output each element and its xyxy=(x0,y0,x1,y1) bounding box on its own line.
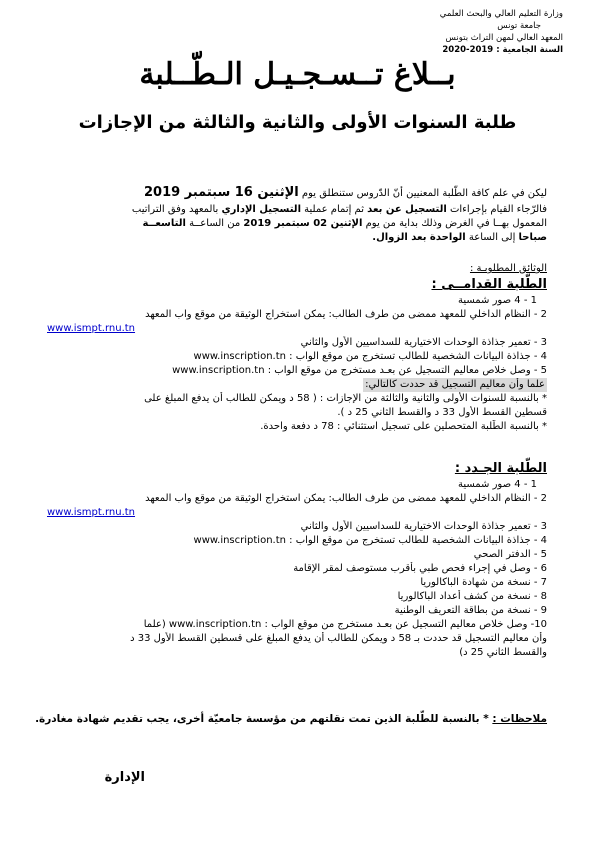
notes-section xyxy=(35,712,547,727)
new-item-6: 6 - وصل في إجراء فحص طبي بأقرب مستوصف لمقر الإقامة xyxy=(293,563,547,574)
old-institute-website-link[interactable]: www.ismpt.rnu.tn xyxy=(47,323,136,334)
new-students-title xyxy=(47,460,547,478)
intro-line3-c: من الساعــة xyxy=(185,218,244,229)
administration-signature: الإدارة xyxy=(104,770,145,785)
announcement-subtitle: طلبة السنوات الأولى والثانية والثالثة من الإجازات xyxy=(78,112,517,133)
new-institute-website-link[interactable]: www.ismpt.rnu.tn xyxy=(47,507,136,518)
new-item-4: 4 - جذاذة البيانات الشخصية للطالب تستخرج من موقع الواب : www.inscription.tn xyxy=(193,535,547,546)
notes-label: ملاحظات : xyxy=(492,713,547,725)
new-item-5: 5 - الدفتر الصحي xyxy=(473,549,547,560)
intro-line1-text: ليكن في علم كافة الطّلبة المعنيين أنّ الدّروس ستنطلق يوم xyxy=(298,188,547,199)
remote-registration-term: التسجيل عن بعد xyxy=(367,204,447,215)
fees-heading: علما وأن معاليم التسجيل قد حددت كالتالي: xyxy=(365,379,545,390)
end-hour: الواحدة بعد الزوال. xyxy=(372,232,466,243)
intro-line2-a: فالرّجاء القيام بإجراءات xyxy=(446,204,547,215)
announcement-title: بــلاغ تــسـجـيـل الـطّــلبة xyxy=(139,57,456,92)
new-students-section xyxy=(47,460,547,660)
registration-start-date: الإثنين 02 سبتمبر 2019 xyxy=(243,218,363,229)
start-hour: التاسعــة xyxy=(142,218,186,229)
new-item-10: 10- وصل خلاص معاليم التسجيل عن بعـد مستخرج من موقع الواب : www.inscription.tn (علما xyxy=(143,619,547,630)
new-item-8: 8 - نسخة من كشف أعداد الباكالوريا xyxy=(397,591,547,602)
new-item-7: 7 - نسخة من شهادة الباكالوريا xyxy=(420,577,547,588)
notes-text: * بالنسبة للطّلبة الذين تمت نقلتهم من مؤسسة جامعيّة أخرى، يجب تقديم شهادة مغادرة. xyxy=(35,713,489,725)
ministry-name: وزارة التعليم العالي والبحث العلمي xyxy=(439,9,563,19)
old-students-section xyxy=(47,276,547,434)
intro-line3-a: المعمول بهــا في الغرض وذلك بداية من يوم xyxy=(362,218,547,229)
old-item-5: 5 - وصل خلاص معاليم التسجيل عن بعـد مستخرج من موقع الواب : www.inscription.tn xyxy=(172,365,547,376)
institute-name: المعهد العالي لمهن التراث بتونس xyxy=(445,33,563,43)
new-item-9: 9 - نسخة من بطاقة التعريف الوطنية xyxy=(394,605,547,616)
fees-installments: قسطين القسط الأول 33 د والقسط الثاني 25 د ). xyxy=(337,407,547,418)
intro-paragraph xyxy=(47,184,547,245)
old-item-1: 1 - 4 صور شمسية xyxy=(457,295,537,306)
academic-year: السنة الجامعية : 2019-2020 xyxy=(442,45,563,55)
intro-line2-e: بالمعهد وفق التراتيب xyxy=(131,204,222,215)
required-documents-label: الوثائق المطلوبـة : xyxy=(469,263,547,274)
start-date: الإثنين 16 سبتمبر 2019 xyxy=(144,185,299,200)
institution-header xyxy=(343,8,563,56)
old-students-title-text: الطّلبة القدامــى : xyxy=(431,277,547,292)
old-item-2: 2 - النظام الداخلي للمعهد ممضى من طرف الطالب: يمكن استخراج الوثيقة من موقع واب المعهد xyxy=(145,309,547,320)
new-item-10-end: والقسط الثاني 25 د) xyxy=(459,647,547,658)
fees-exceptional: * بالنسبة الطّلبة المتحصلين على تسجيل استثنائي : 78 د دفعة واحدة. xyxy=(260,421,547,432)
intro-line4-b: إلى الساعة xyxy=(465,232,519,243)
old-item-4: 4 - جذاذة البيانات الشخصية للطالب تستخرج من موقع الواب : www.inscription.tn xyxy=(193,351,547,362)
new-item-3: 3 - تعمير جذاذة الوحدات الاختيارية للسداسيين الأول والثاني xyxy=(300,521,547,532)
intro-line2-c: ثم إتمام عملية xyxy=(301,204,368,215)
old-students-title xyxy=(47,276,547,294)
required-documents-heading xyxy=(47,262,547,276)
new-students-title-text: الطّلبة الجـدد : xyxy=(454,461,547,476)
old-item-3: 3 - تعمير جذاذة الوحدات الاختيارية للسداسيين الأول والثاني xyxy=(300,337,547,348)
university-name: جامعة تونس xyxy=(497,21,541,31)
admin-registration-term: التسجيل الإداري xyxy=(221,204,301,215)
new-item-2: 2 - النظام الداخلي للمعهد ممضى من طرف الطالب: يمكن استخراج الوثيقة من موقع واب المعهد xyxy=(145,493,547,504)
morning-word: صباحا xyxy=(518,232,547,243)
fees-licence: * بالنسبة للسنوات الأولى والثانية والثالثة من الإجازات : ( 58 د ويمكن للطالب أن يدفع المبلغ على xyxy=(144,393,547,404)
new-item-1: 1 - 4 صور شمسية xyxy=(457,479,537,490)
new-item-10-cont: وأن معاليم التسجيل قد حددت بـ 58 د ويمكن للطالب أن يدفع المبلغ على قسطين القسط الأول 33 د xyxy=(130,633,547,644)
